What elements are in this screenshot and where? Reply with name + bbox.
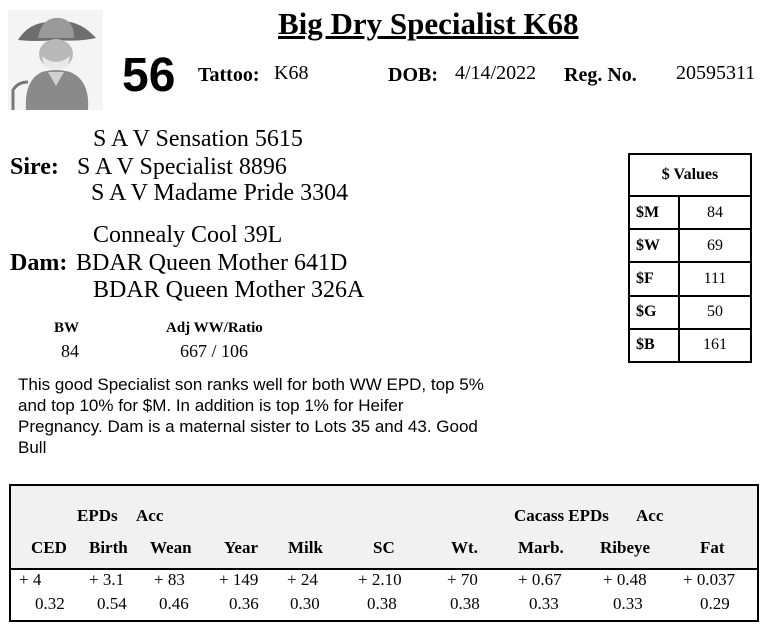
dollar-label: $G [629, 296, 679, 329]
epd-value: + 4 [19, 570, 42, 589]
ww-value: 667 / 106 [180, 341, 249, 361]
dob-value: 4/14/2022 [455, 62, 537, 84]
epd-group-title: EPDs [77, 506, 118, 525]
tattoo-label: Tattoo: [198, 64, 260, 86]
carcass-group-title: Cacass EPDs [514, 506, 609, 525]
epd-col-header: Year [224, 538, 258, 557]
dollar-value: 69 [679, 229, 751, 262]
epd-col-header: Fat [700, 538, 725, 557]
epd-accuracy: 0.54 [97, 594, 127, 613]
lot-number: 56 [122, 49, 176, 102]
epd-col-header: Ribeye [600, 538, 651, 557]
epd-accuracy: 0.29 [700, 594, 730, 613]
dob-label: DOB: [388, 64, 438, 86]
tattoo-value: K68 [274, 62, 309, 84]
epd-accuracy: 0.33 [613, 594, 643, 613]
sire-sire: S A V Sensation 5615 [93, 126, 303, 152]
epd-col-header: Birth [89, 538, 128, 557]
epd-group-acc: Acc [136, 506, 164, 525]
epd-col-header: Marb. [518, 538, 564, 557]
dollar-value: 111 [679, 262, 751, 295]
reg-value: 20595311 [676, 62, 756, 84]
epd-value: + 24 [287, 570, 318, 589]
ww-label: Adj WW/Ratio [166, 320, 263, 336]
bw-label: BW [54, 320, 80, 336]
dam-name: BDAR Queen Mother 641D [76, 250, 348, 276]
reg-label: Reg. No. [564, 64, 637, 86]
dollar-label: $W [629, 229, 679, 262]
dollar-value: 161 [679, 329, 751, 362]
dollar-values-title: $ Values [629, 154, 751, 196]
epd-value: + 70 [447, 570, 478, 589]
epd-value: + 0.037 [683, 570, 736, 589]
epd-value: + 0.48 [603, 570, 647, 589]
epd-accuracy: 0.38 [367, 594, 397, 613]
epd-value: + 149 [219, 570, 259, 589]
epd-value: + 3.1 [89, 570, 125, 589]
epd-table [9, 484, 759, 622]
sire-label: Sire: [10, 154, 59, 180]
dollar-label: $M [629, 196, 679, 229]
epd-col-header: Wean [150, 538, 192, 557]
dollar-values-table [628, 153, 752, 363]
bw-value: 84 [61, 341, 79, 361]
dollar-value: 84 [679, 196, 751, 229]
epd-col-header: SC [373, 538, 395, 557]
sire-name: S A V Specialist 8896 [77, 154, 287, 180]
page-title: Big Dry Specialist K68 [278, 6, 579, 41]
dollar-label: $B [629, 329, 679, 362]
epd-accuracy: 0.36 [229, 594, 259, 613]
description-text: This good Specialist son ranks well for both WW EPD, top 5% and top 10% for $M. In addition is top 1% for Heifer Pregnancy. Dam is a maternal sister to Lots 35 and 43. Good Bull [18, 375, 484, 457]
dollar-value: 50 [679, 296, 751, 329]
epd-value: + 83 [154, 570, 185, 589]
epd-accuracy: 0.33 [529, 594, 559, 613]
epd-accuracy: 0.38 [450, 594, 480, 613]
epd-value: + 0.67 [518, 570, 562, 589]
epd-col-header: Milk [288, 538, 323, 557]
epd-accuracy: 0.32 [35, 594, 65, 613]
carcass-group-acc: Acc [636, 506, 664, 525]
cowboy-logo [8, 10, 103, 110]
dollar-label: $F [629, 262, 679, 295]
epd-accuracy: 0.46 [159, 594, 189, 613]
epd-col-header: Wt. [451, 538, 478, 557]
sire-dam: S A V Madame Pride 3304 [91, 180, 349, 206]
dam-label: Dam: [10, 250, 68, 276]
epd-accuracy: 0.30 [290, 594, 320, 613]
dam-dam: BDAR Queen Mother 326A [93, 277, 365, 303]
epd-value: + 2.10 [358, 570, 402, 589]
dam-sire: Connealy Cool 39L [93, 222, 283, 248]
epd-col-header: CED [31, 538, 67, 557]
